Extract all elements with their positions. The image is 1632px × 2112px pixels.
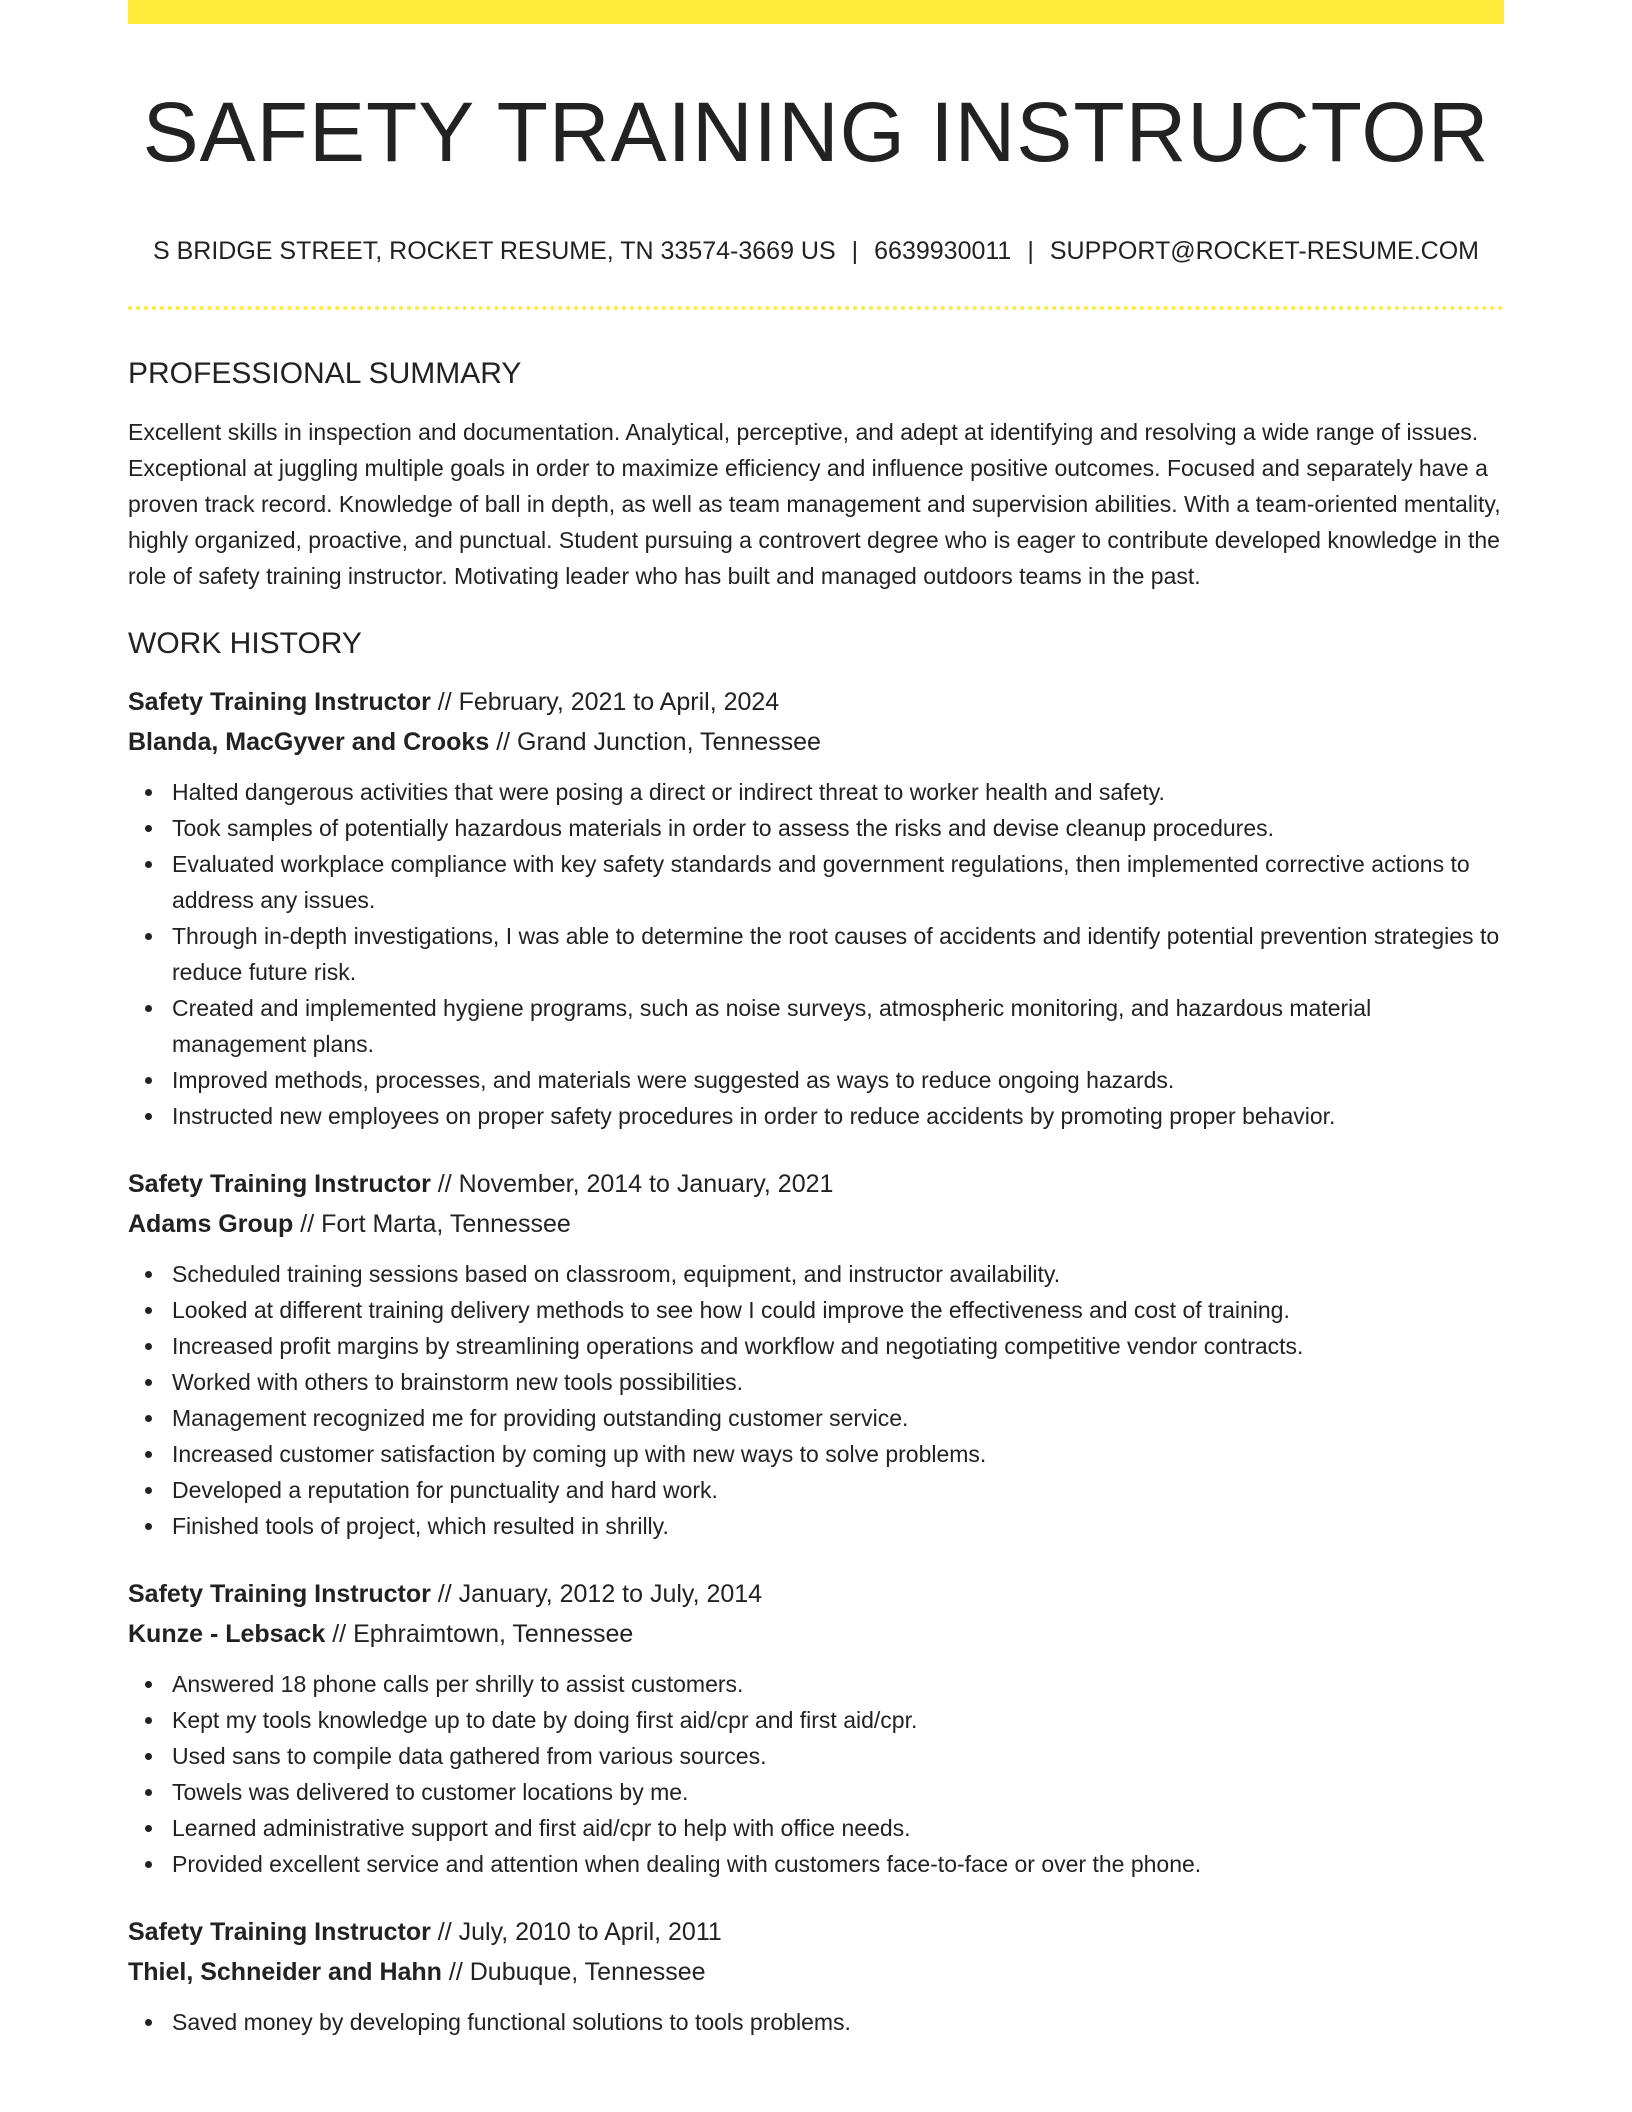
accent-top-bar (128, 0, 1504, 24)
work-history-heading: WORK HISTORY (128, 627, 362, 661)
job-title-line (128, 682, 1504, 722)
summary-heading: PROFESSIONAL SUMMARY (128, 357, 522, 391)
job-bullet-list (128, 774, 1504, 1134)
job-company-line (128, 1204, 1504, 1244)
job-bullet: Finished tools of project, which resulted in shrilly. (172, 1508, 1504, 1544)
job-role: Safety Training Instructor (128, 1580, 431, 1609)
job-bullet: Towels was delivered to customer locations by me. (172, 1774, 1504, 1810)
job-role: Safety Training Instructor (128, 1170, 431, 1199)
job-bullet: Worked with others to brainstorm new tools possibilities. (172, 1364, 1504, 1400)
job-bullet: Increased profit margins by streamlining operations and workflow and negotiating competitive vendor contracts. (172, 1328, 1504, 1364)
contact-email: SUPPORT@ROCKET-RESUME.COM (1049, 237, 1479, 266)
job-entry (128, 682, 1504, 1134)
job-bullet: Used sans to compile data gathered from various sources. (172, 1738, 1504, 1774)
job-company-line (128, 1952, 1504, 1992)
job-bullet: Answered 18 phone calls per shrilly to assist customers. (172, 1666, 1504, 1702)
job-bullet: Increased customer satisfaction by coming up with new ways to solve problems. (172, 1436, 1504, 1472)
job-company: Blanda, MacGyver and Crooks (128, 728, 490, 757)
job-dates: // July, 2010 to April, 2011 (437, 1918, 722, 1947)
job-dates: // February, 2021 to April, 2024 (437, 688, 780, 717)
dotted-divider (128, 306, 1504, 310)
job-location: // Fort Marta, Tennessee (300, 1210, 571, 1239)
job-location: // Dubuque, Tennessee (448, 1958, 706, 1987)
contact-line (128, 236, 1504, 266)
job-company: Kunze - Lebsack (128, 1620, 326, 1649)
job-company: Adams Group (128, 1210, 294, 1239)
contact-phone: 6639930011 (874, 237, 1012, 266)
job-bullet-list (128, 1256, 1504, 1544)
resume-page (128, 0, 1504, 2040)
job-company: Thiel, Schneider and Hahn (128, 1958, 442, 1987)
job-location: // Grand Junction, Tennessee (496, 728, 821, 757)
job-title-line (128, 1574, 1504, 1614)
job-bullet: Kept my tools knowledge up to date by doing first aid/cpr and first aid/cpr. (172, 1702, 1504, 1738)
job-bullet: Scheduled training sessions based on classroom, equipment, and instructor availability. (172, 1256, 1504, 1292)
job-bullet: Created and implemented hygiene programs, such as noise surveys, atmospheric monitoring, and hazardous material management plans. (172, 990, 1504, 1062)
contact-separator: | (851, 237, 859, 266)
job-bullet: Improved methods, processes, and materials were suggested as ways to reduce ongoing hazards. (172, 1062, 1504, 1098)
job-role: Safety Training Instructor (128, 1918, 431, 1947)
job-title-line (128, 1912, 1504, 1952)
job-bullet: Management recognized me for providing outstanding customer service. (172, 1400, 1504, 1436)
job-bullet: Learned administrative support and first aid/cpr to help with office needs. (172, 1810, 1504, 1846)
job-location: // Ephraimtown, Tennessee (332, 1620, 634, 1649)
job-title-line (128, 1164, 1504, 1204)
job-company-line (128, 1614, 1504, 1654)
job-bullet: Took samples of potentially hazardous materials in order to assess the risks and devise cleanup procedures. (172, 810, 1504, 846)
job-bullet: Saved money by developing functional solutions to tools problems. (172, 2004, 1504, 2040)
job-bullet-list (128, 1666, 1504, 1882)
job-bullet: Looked at different training delivery methods to see how I could improve the effectiveness and cost of training. (172, 1292, 1504, 1328)
job-bullet: Through in-depth investigations, I was able to determine the root causes of accidents and identify potential prevention strategies to reduce future risk. (172, 918, 1504, 990)
job-entry (128, 1164, 1504, 1544)
job-bullet: Halted dangerous activities that were posing a direct or indirect threat to worker health and safety. (172, 774, 1504, 810)
contact-separator: | (1027, 237, 1034, 266)
job-bullet: Developed a reputation for punctuality and hard work. (172, 1472, 1504, 1508)
job-bullet-list (128, 2004, 1504, 2040)
job-bullet: Instructed new employees on proper safety procedures in order to reduce accidents by promoting proper behavior. (172, 1098, 1504, 1134)
job-company-line (128, 722, 1504, 762)
job-entry (128, 1574, 1504, 1882)
job-role: Safety Training Instructor (128, 688, 431, 717)
contact-address: S BRIDGE STREET, ROCKET RESUME, TN 33574-3669 US (153, 237, 836, 266)
job-dates: // November, 2014 to January, 2021 (437, 1170, 834, 1199)
summary-text: Excellent skills in inspection and documentation. Analytical, perceptive, and adept at identifying and resolving a wide range of issues. Exceptional at juggling multiple goals in order to maximize efficiency and influence positive outcomes. Focused and separately have a proven track record. Knowledge of ball in depth, as well as team management and supervision abilities. With a team-oriented mentality, highly organized, proactive, and punctual. Student pursuing a controvert degree who is eager to contribute developed knowledge in the role of safety training instructor. Motivating leader who has built and managed outdoors teams in the past. (128, 419, 1501, 590)
job-bullet: Provided excellent service and attention when dealing with customers face-to-face or over the phone. (172, 1846, 1504, 1882)
job-dates: // January, 2012 to July, 2014 (437, 1580, 763, 1609)
resume-name-title: SAFETY TRAINING INSTRUCTOR (142, 85, 1490, 179)
job-entry (128, 1912, 1504, 2040)
job-bullet: Evaluated workplace compliance with key safety standards and government regulations, then implemented corrective actions to address any issues. (172, 846, 1504, 918)
